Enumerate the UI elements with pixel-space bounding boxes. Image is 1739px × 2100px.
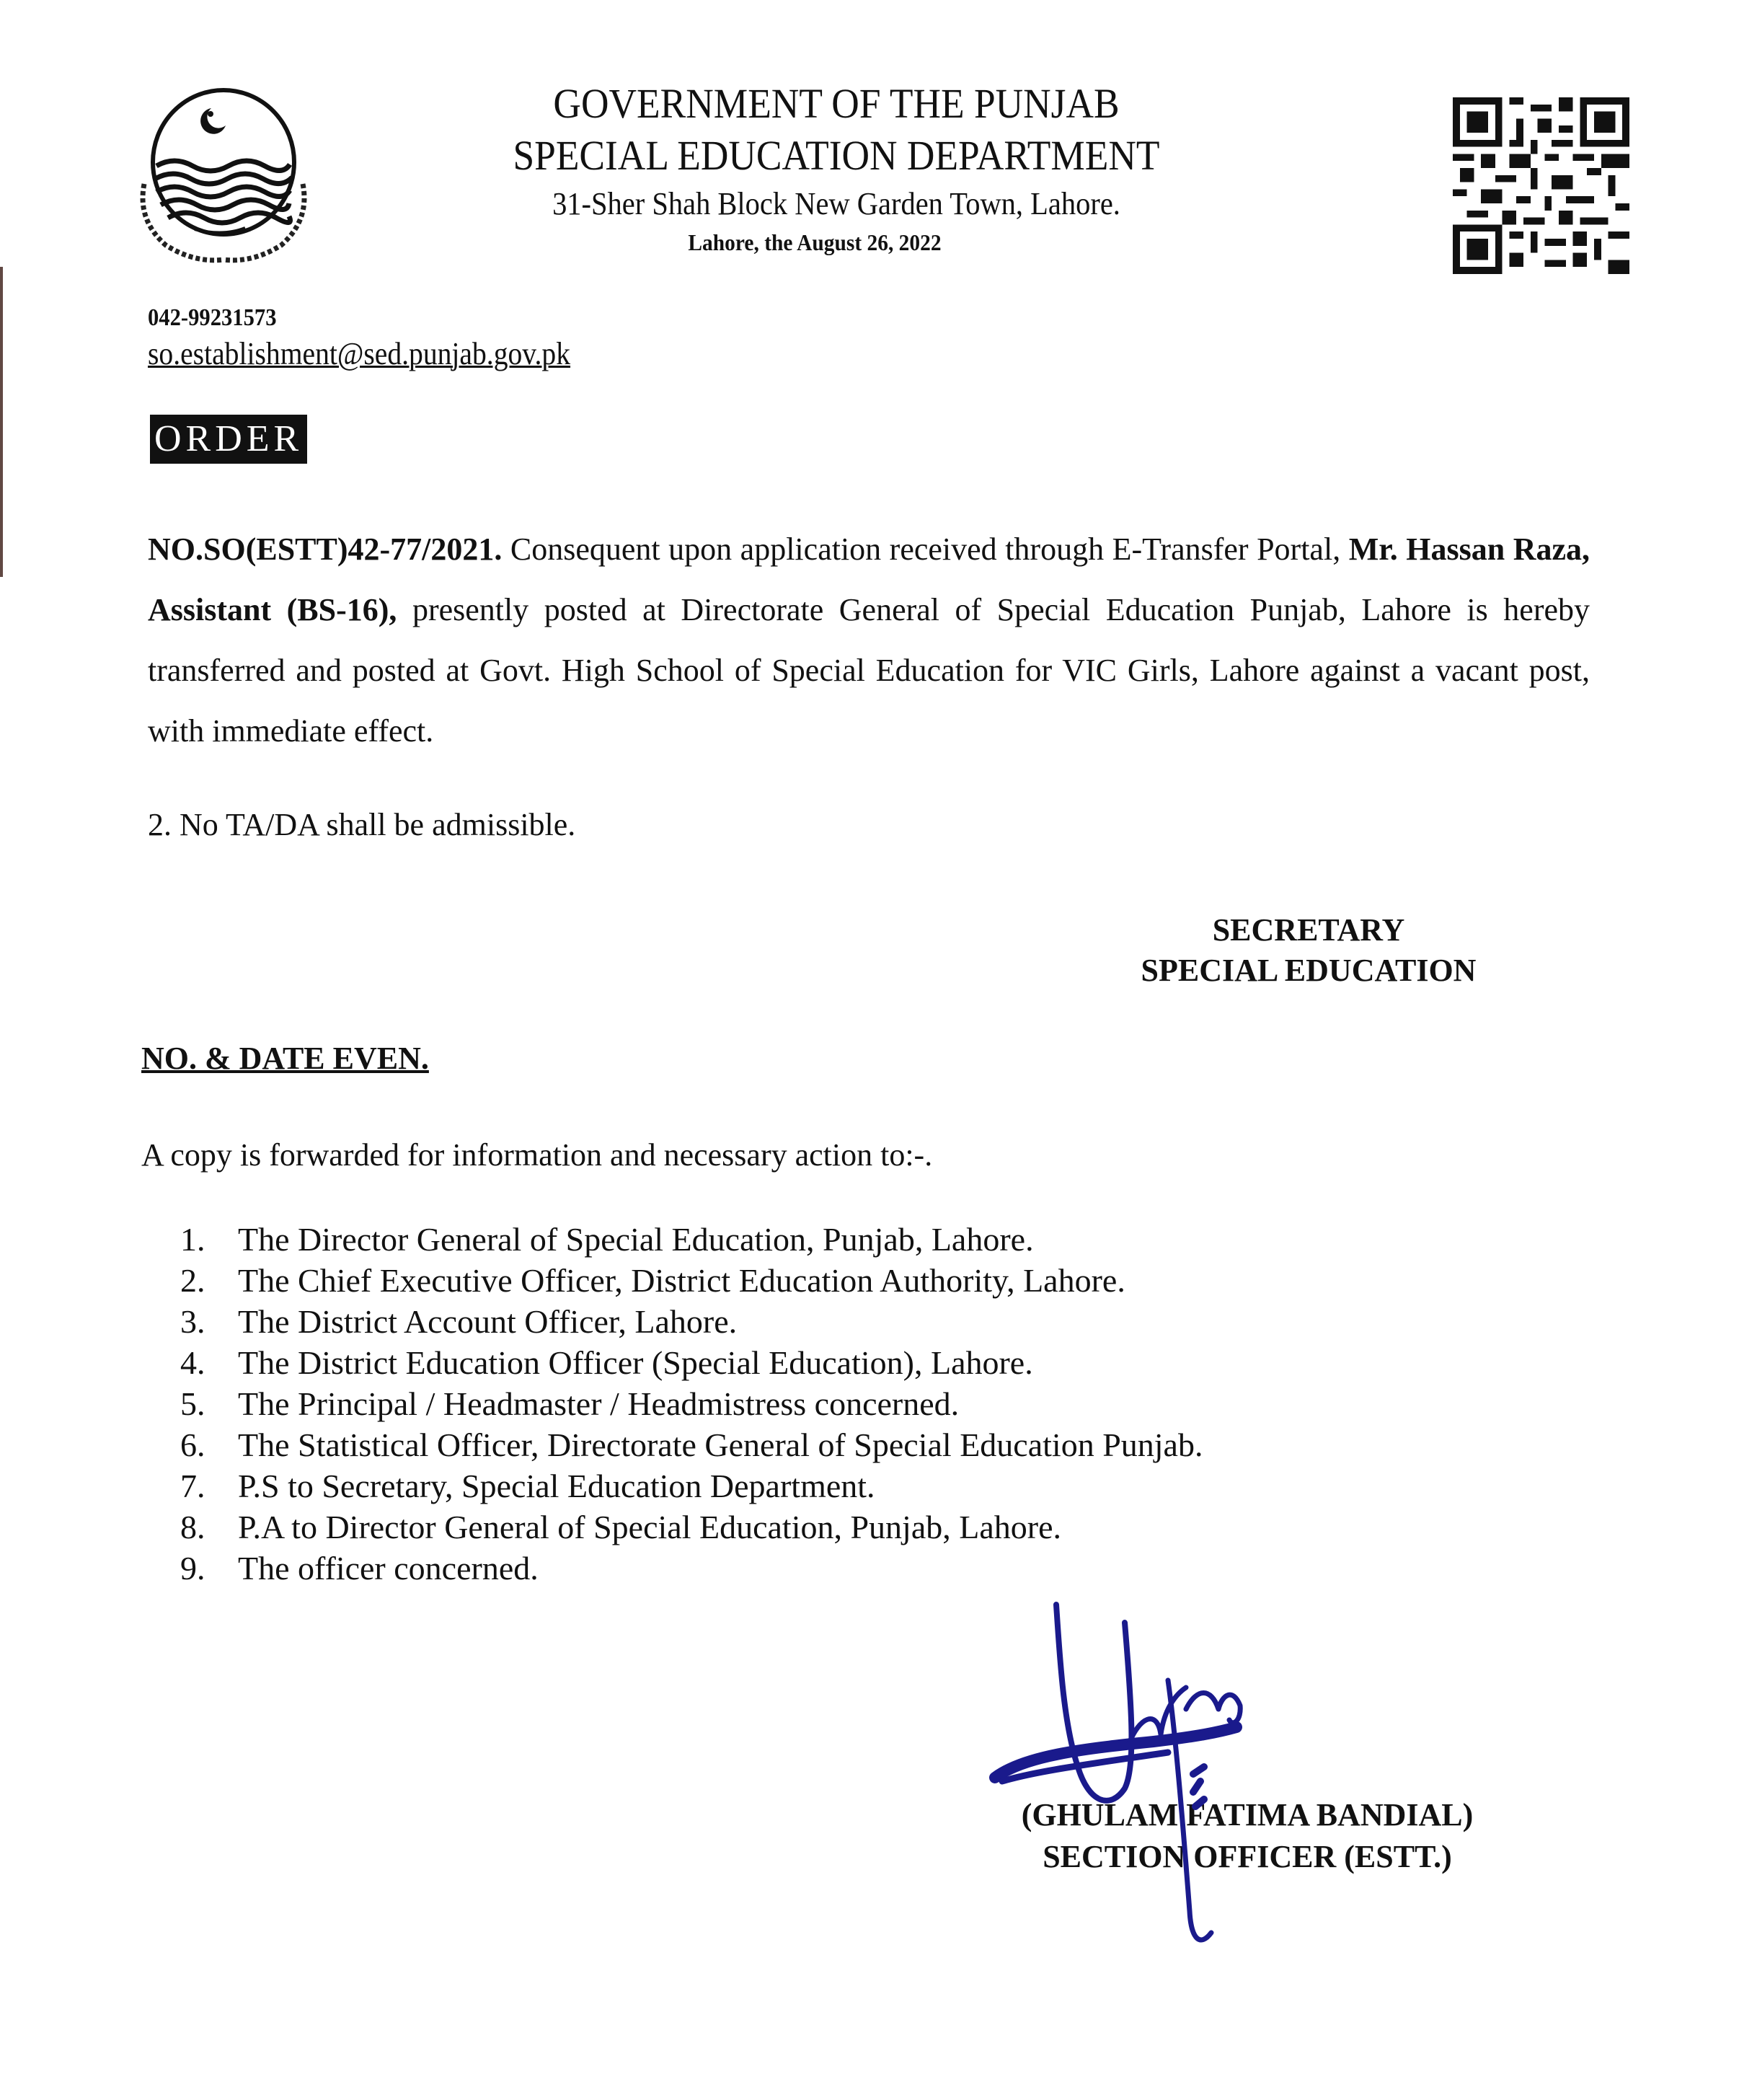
order-paragraph <box>148 519 1590 762</box>
list-text: The Director General of Special Education, Punjab, Lahore. <box>238 1221 1034 1258</box>
signature-icon <box>981 1601 1384 1947</box>
signatory-designation: SECTION OFFICER (ESTT.) <box>1043 1839 1452 1874</box>
list-item <box>180 1342 1203 1383</box>
punjab-emblem-icon <box>126 87 321 267</box>
signatory-name: (GHULAM FATIMA BANDIAL) <box>1021 1797 1474 1832</box>
no-date-even: NO. & DATE EVEN. <box>141 1041 429 1076</box>
list-number: 4. <box>180 1344 205 1381</box>
list-text: The Principal / Headmaster / Headmistress concerned. <box>238 1385 960 1422</box>
list-item <box>180 1383 1203 1424</box>
list-number: 3. <box>180 1303 205 1340</box>
email-link[interactable]: so.establishment@sed.punjab.gov.pk <box>148 336 571 371</box>
contact-block <box>148 301 617 374</box>
list-item <box>180 1465 1203 1506</box>
list-number: 2. <box>180 1262 205 1299</box>
copy-distribution-list <box>180 1219 1203 1589</box>
list-text: P.A to Director General of Special Education, Punjab, Lahore. <box>238 1509 1062 1545</box>
issue-date: Lahore, the August 26, 2022 <box>688 229 942 255</box>
employee-name: Mr. Hassan Raza, Assistant (BS-16), <box>148 531 1590 627</box>
qr-code-icon <box>1453 97 1629 274</box>
list-item <box>180 1301 1203 1342</box>
list-number: 9. <box>180 1550 205 1587</box>
order-heading: ORDER <box>150 415 307 464</box>
department-title: SPECIAL EDUCATION DEPARTMENT <box>513 132 1160 179</box>
list-number: 5. <box>180 1385 205 1422</box>
order-point-2: 2. No TA/DA shall be admissible. <box>148 807 576 842</box>
phone-number: 042-99231573 <box>148 304 277 331</box>
list-number: 7. <box>180 1468 205 1504</box>
page-edge-shadow <box>0 267 3 577</box>
list-item <box>180 1548 1203 1589</box>
authority-dept: SPECIAL EDUCATION <box>1141 953 1477 988</box>
list-number: 1. <box>180 1221 205 1258</box>
list-text: The Chief Executive Officer, District Education Authority, Lahore. <box>238 1262 1125 1299</box>
order-text-1: Consequent upon application received through E-Transfer Portal, <box>502 531 1349 567</box>
order-number: NO.SO(ESTT)42-77/2021. <box>148 531 503 567</box>
list-item <box>180 1424 1203 1465</box>
department-address: 31-Sher Shah Block New Garden Town, Lahore. <box>552 186 1120 221</box>
copy-intro: A copy is forwarded for information and necessary action to:-. <box>141 1137 933 1173</box>
list-number: 8. <box>180 1509 205 1545</box>
authority-title: SECRETARY <box>1212 912 1405 948</box>
govt-title: GOVERNMENT OF THE PUNJAB <box>553 80 1120 127</box>
list-text: The officer concerned. <box>238 1550 539 1587</box>
list-item <box>180 1260 1203 1301</box>
list-item <box>180 1219 1203 1260</box>
authority-block <box>1110 910 1507 991</box>
letterhead <box>404 78 1269 258</box>
list-number: 6. <box>180 1426 205 1463</box>
list-text: P.S to Secretary, Special Education Department. <box>238 1468 875 1504</box>
list-text: The District Account Officer, Lahore. <box>238 1303 738 1340</box>
order-text-2: presently posted at Directorate General of Special Education Punjab, Lahore is hereby transferred and posted at Govt. High School of Special Education for VIC Girls, Lahore against a vacant post, with immediate effect. <box>148 592 1590 749</box>
list-text: The District Education Officer (Special Education), Lahore. <box>238 1344 1033 1381</box>
list-item <box>180 1506 1203 1548</box>
list-text: The Statistical Officer, Directorate General of Special Education Punjab. <box>238 1426 1203 1463</box>
